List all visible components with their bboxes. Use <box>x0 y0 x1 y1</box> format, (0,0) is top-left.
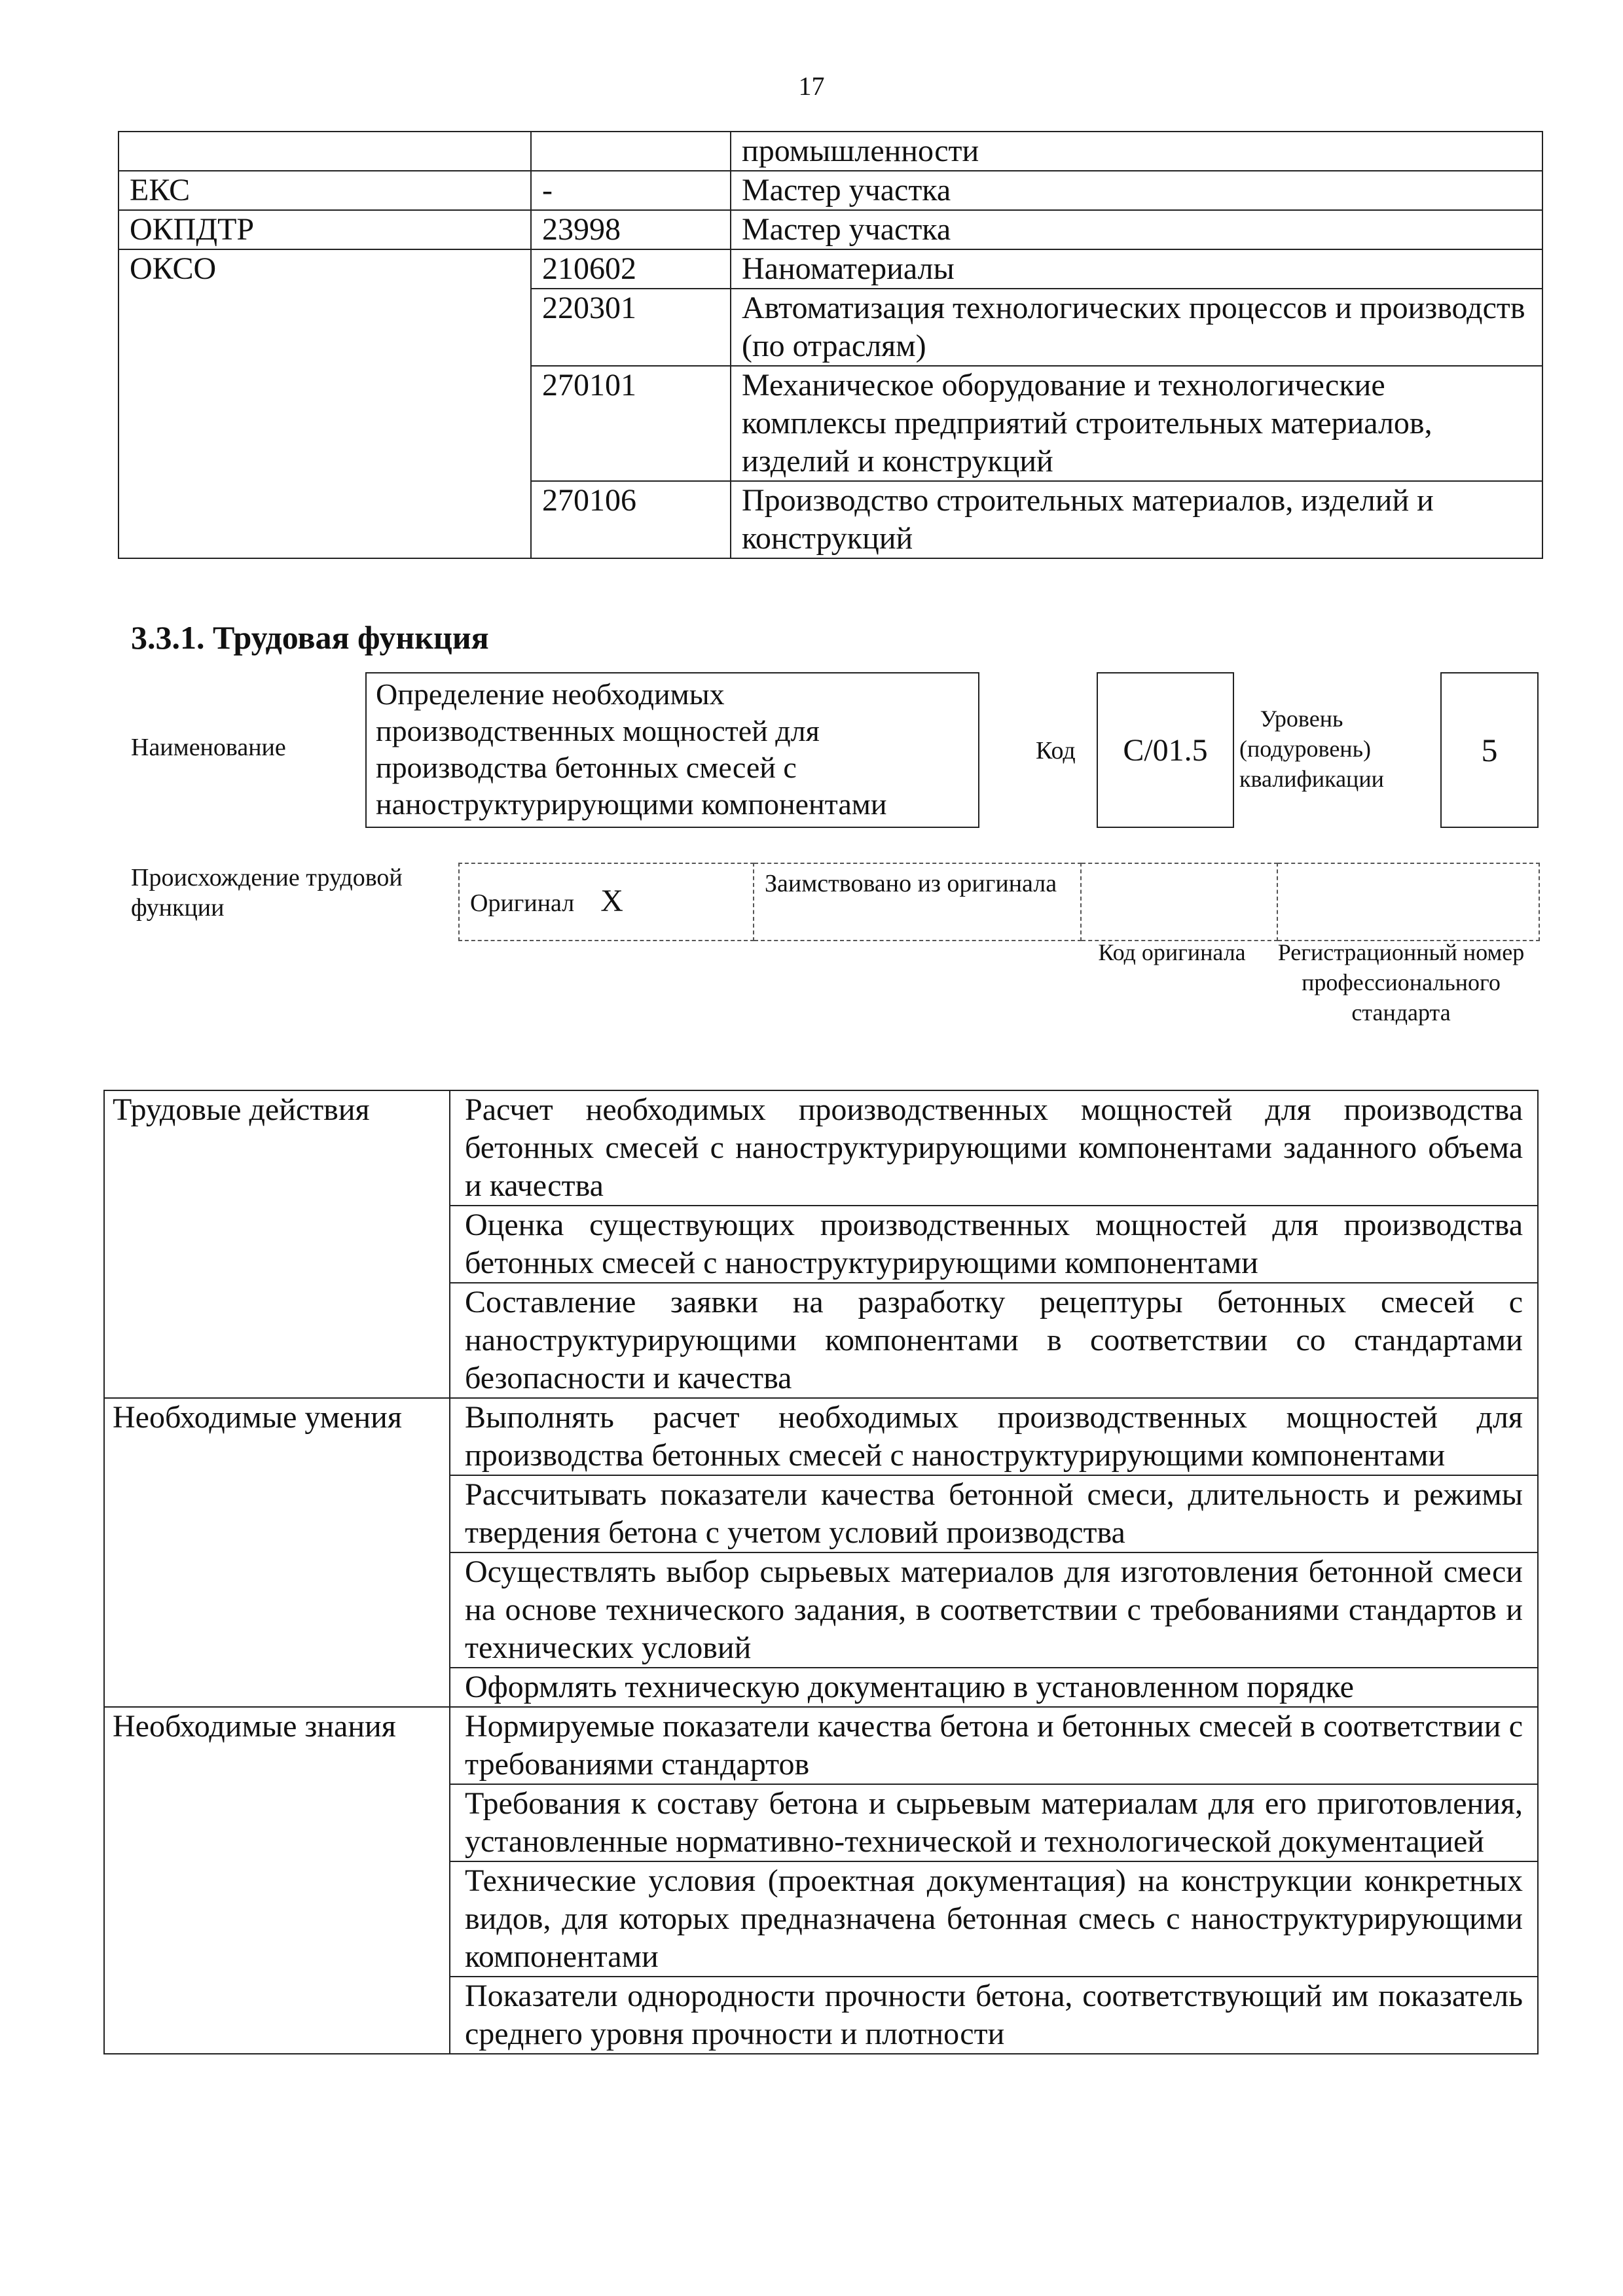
action-item: Составление заявки на разработку рецептуры бетонных смесей с наноструктурирующими компонентами в соответствии со стандартами безопасности и качества <box>450 1283 1538 1398</box>
borrowed-cell: Заимствовано из оригинала <box>754 863 1081 941</box>
table-cell: 270101 <box>531 366 731 481</box>
action-item: Расчет необходимых производственных мощностей для производства бетонных смесей с наноструктурирующими компонентами заданного объема и качества <box>450 1090 1538 1206</box>
code-label: Код <box>1036 737 1076 764</box>
table-row <box>119 249 1542 289</box>
table-row <box>104 1707 1538 1784</box>
table-row <box>119 171 1542 210</box>
reg-number-caption: Регистрационный номер профессионального стандарта <box>1277 939 1525 1026</box>
table-cell: Механическое оборудование и технологические комплексы предприятий строительных материалов, изделий и конструкций <box>731 366 1542 481</box>
skill-item: Осуществлять выбор сырьевых материалов для изготовления бетонной смеси на основе технического задания, в соответствии с требованиями стандартов и технических условий <box>450 1552 1538 1668</box>
origin-table <box>458 863 1540 941</box>
knowledge-item: Требования к составу бетона и сырьевым материалам для его приготовления, установленные нормативно-технической и технологической документацией <box>450 1784 1538 1861</box>
classification-table <box>118 131 1543 559</box>
original-code-caption: Код оригинала <box>1098 939 1246 965</box>
function-code-box: C/01.5 <box>1097 672 1234 828</box>
original-code-cell <box>1081 863 1277 941</box>
table-cell: 23998 <box>531 210 731 249</box>
table-cell: 270106 <box>531 481 731 558</box>
skills-label: Необходимые умения <box>104 1398 450 1707</box>
page-number: 17 <box>798 71 825 101</box>
origin-label: Происхождение трудовой функции <box>131 864 403 922</box>
table-cell: 210602 <box>531 249 731 289</box>
qualification-level-box: 5 <box>1440 672 1539 828</box>
function-name-box: Определение необходимых производственных мощностей для производства бетонных смесей с наноструктурирующими компонентами <box>365 672 979 828</box>
table-cell: ЕКС <box>119 171 531 210</box>
table-row <box>119 132 1542 171</box>
level-label: Уровень (подуровень) квалификации <box>1239 706 1384 792</box>
table-cell: Наноматериалы <box>731 249 1542 289</box>
section-title: 3.3.1. Трудовая функция <box>131 619 489 656</box>
table-row <box>119 210 1542 249</box>
knowledge-item: Показатели однородности прочности бетона, соответствующий им показатель среднего уровня прочности и плотности <box>450 1977 1538 2054</box>
table-row <box>459 863 1539 941</box>
original-label: Оригинал <box>470 889 575 917</box>
action-item: Оценка существующих производственных мощностей для производства бетонных смесей с наноструктурирующими компонентами <box>450 1206 1538 1283</box>
table-row <box>104 1090 1538 1206</box>
skill-item: Рассчитывать показатели качества бетонной смеси, длительность и режимы твердения бетона с учетом условий производства <box>450 1475 1538 1552</box>
original-mark: X <box>600 883 623 918</box>
table-cell: ОКПДТР <box>119 210 531 249</box>
actions-label: Трудовые действия <box>104 1090 450 1398</box>
knowledge-item: Технические условия (проектная документация) на конструкции конкретных видов, для которых предназначена бетонная смесь с наноструктурирующими компонентами <box>450 1861 1538 1977</box>
table-cell: Мастер участка <box>731 171 1542 210</box>
knowledge-label: Необходимые знания <box>104 1707 450 2054</box>
knowledge-item: Нормируемые показатели качества бетона и бетонных смесей в соответствии с требованиями стандартов <box>450 1707 1538 1784</box>
skill-item: Выполнять расчет необходимых производственных мощностей для производства бетонных смесей с наноструктурирующими компонентами <box>450 1398 1538 1475</box>
table-cell <box>119 132 531 171</box>
table-cell: ОКСО <box>119 249 531 558</box>
table-cell: Производство строительных материалов, изделий и конструкций <box>731 481 1542 558</box>
reg-number-cell <box>1277 863 1539 941</box>
table-cell <box>531 132 731 171</box>
table-cell: 220301 <box>531 289 731 366</box>
table-cell: - <box>531 171 731 210</box>
skill-item: Оформлять техническую документацию в установленном порядке <box>450 1668 1538 1707</box>
table-cell: Автоматизация технологических процессов и производств (по отраслям) <box>731 289 1542 366</box>
table-cell: промышленности <box>731 132 1542 171</box>
table-row <box>104 1398 1538 1475</box>
original-cell <box>459 863 754 941</box>
table-cell: Мастер участка <box>731 210 1542 249</box>
name-label: Наименование <box>131 734 286 761</box>
labour-function-table <box>103 1090 1539 2054</box>
